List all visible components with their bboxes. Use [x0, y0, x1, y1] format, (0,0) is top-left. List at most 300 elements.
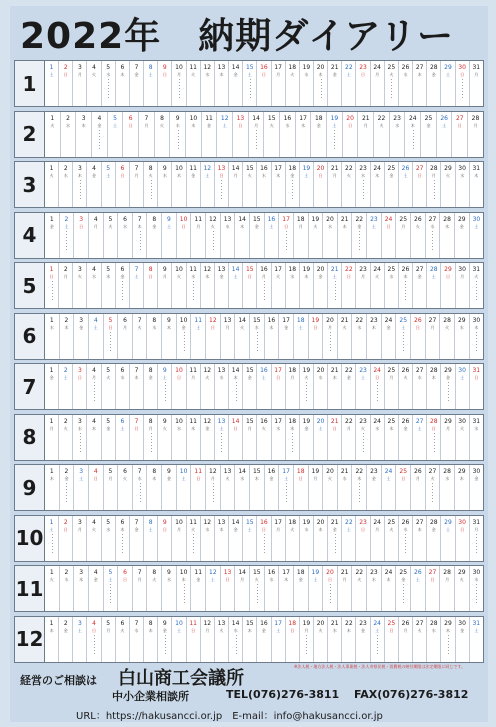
day-number: 8 [148, 518, 153, 526]
weekday-label: 日 [63, 526, 68, 532]
deadline-note-mark [330, 584, 331, 604]
weekday-label: 土 [261, 375, 266, 380]
day-number: 22 [355, 569, 364, 576]
day-number: 2 [64, 569, 69, 576]
footer-url[interactable]: URL：https://hakusancci.or.jp E-mail：info@hakusancci.or.jp [76, 711, 383, 722]
day-number: 30 [472, 569, 481, 576]
weekday-label: 月 [276, 72, 281, 77]
day-cell [144, 162, 158, 207]
day-cell [130, 162, 144, 207]
weekday-label: 水 [357, 324, 362, 330]
day-cell [73, 61, 87, 106]
deadline-note-mark [80, 180, 81, 200]
day-cell [118, 314, 133, 359]
day-cell [342, 617, 356, 662]
day-number: 13 [217, 417, 226, 425]
weekday-label: 木 [445, 223, 450, 229]
day-cell [201, 364, 215, 409]
day-number: 26 [401, 417, 410, 425]
day-cell [437, 112, 453, 157]
day-cell [309, 566, 324, 611]
deadline-note-mark [434, 180, 435, 200]
footer-tel: TEL(076)276-3811 [226, 688, 340, 701]
weekday-label: 土 [219, 425, 224, 431]
weekday-label: 火 [148, 173, 153, 178]
day-cell [470, 516, 483, 561]
day-number: 28 [429, 367, 438, 374]
day-number: 11 [189, 518, 197, 526]
weekday-label: 木 [284, 577, 289, 582]
deadline-note-mark [256, 130, 257, 150]
day-cell [356, 61, 370, 106]
day-number: 3 [77, 64, 82, 71]
weekday-label: 金 [269, 476, 274, 481]
deadline-note-mark [221, 433, 222, 453]
day-cell [102, 364, 116, 409]
deadline-note-mark [391, 79, 392, 99]
day-number: 16 [260, 266, 268, 273]
day-cell [191, 566, 206, 611]
day-cell [229, 263, 243, 308]
day-cell [272, 162, 286, 207]
day-cell [342, 415, 356, 460]
day-cell [116, 61, 130, 106]
weekday-label: 日 [313, 324, 318, 330]
weekday-label: 金 [298, 577, 303, 582]
day-cell [470, 617, 483, 662]
day-cell [60, 314, 75, 359]
day-cell [162, 465, 177, 510]
day-cell [133, 465, 148, 510]
weekday-label: 火 [49, 173, 54, 178]
day-cell [456, 516, 470, 561]
weekday-label: 金 [304, 425, 309, 431]
day-number: 18 [288, 367, 297, 374]
weekday-label: 日 [460, 526, 465, 532]
weekday-label: 土 [346, 526, 351, 532]
weekday-label: 火 [445, 324, 450, 330]
day-cell [440, 213, 455, 258]
day-cell [201, 263, 215, 308]
weekday-label: 水 [290, 274, 295, 279]
weekday-label: 金 [191, 173, 196, 178]
day-cell [215, 61, 229, 106]
day-number: 28 [429, 417, 438, 425]
day-cell [382, 213, 397, 258]
deadline-note-mark [413, 130, 414, 150]
weekday-label: 火 [415, 223, 420, 229]
day-cell [356, 617, 370, 662]
day-number: 23 [370, 468, 378, 475]
day-number: 28 [429, 619, 438, 627]
day-number: 13 [217, 367, 226, 374]
weekday-label: 日 [389, 627, 394, 633]
weekday-label: 火 [276, 274, 281, 279]
day-number: 21 [330, 619, 339, 627]
weekday-label: 日 [63, 72, 68, 77]
day-cells [45, 364, 483, 409]
day-cell [116, 263, 130, 308]
day-cell [257, 61, 271, 106]
weekday-label: 月 [63, 274, 68, 279]
day-cell [206, 465, 221, 510]
weekday-label: 火 [389, 526, 394, 532]
weekday-label: 日 [49, 274, 54, 279]
day-number: 5 [106, 367, 111, 374]
weekday-label: 月 [327, 324, 332, 330]
day-cell [235, 465, 250, 510]
day-cell [367, 566, 382, 611]
day-cell [456, 415, 470, 460]
day-cell [399, 617, 413, 662]
day-cell [342, 516, 356, 561]
day-number: 18 [288, 165, 297, 172]
day-cell [279, 314, 294, 359]
day-number: 21 [330, 64, 339, 71]
weekday-label: 金 [261, 627, 266, 633]
day-number: 21 [340, 468, 349, 475]
weekday-label: 金 [97, 122, 102, 128]
day-cell [440, 314, 455, 359]
day-number: 10 [175, 417, 183, 425]
weekday-label: 金 [152, 223, 157, 229]
day-cell [440, 465, 455, 510]
day-number: 6 [120, 619, 125, 627]
day-cell [102, 61, 116, 106]
weekday-label: 土 [284, 476, 289, 481]
day-cell [327, 112, 343, 157]
day-number: 27 [428, 316, 437, 324]
day-cells [45, 61, 483, 106]
day-number: 20 [326, 468, 334, 475]
day-number: 19 [302, 367, 311, 374]
weekday-label: 日 [123, 577, 128, 582]
day-cell [172, 61, 186, 106]
weekday-label: 火 [123, 476, 128, 481]
day-number: 18 [288, 619, 297, 627]
day-cell [45, 162, 59, 207]
day-cell [371, 617, 385, 662]
weekday-label: 日 [361, 72, 366, 77]
day-cell [413, 364, 427, 409]
day-number: 31 [472, 417, 481, 425]
deadline-note-mark [335, 281, 336, 301]
weekday-label: 月 [108, 476, 113, 481]
day-cell [343, 112, 359, 157]
day-cell [201, 162, 215, 207]
day-number: 1 [49, 64, 54, 71]
day-cell [309, 465, 324, 510]
weekday-label: 月 [298, 223, 303, 229]
day-number: 20 [316, 619, 325, 627]
day-number: 15 [245, 518, 254, 526]
day-cell [385, 516, 399, 561]
weekday-label: 火 [191, 526, 196, 532]
day-cell [399, 263, 413, 308]
weekday-label: 金 [64, 476, 69, 481]
day-cell [426, 314, 441, 359]
weekday-label: 木 [134, 375, 139, 380]
weekday-label: 水 [123, 223, 128, 229]
day-cell [45, 465, 60, 510]
day-cell [371, 61, 385, 106]
weekday-label: 日 [79, 223, 84, 229]
weekday-label: 水 [318, 375, 323, 380]
day-number: 23 [359, 266, 367, 273]
day-cell [202, 112, 218, 157]
day-cell [74, 314, 89, 359]
weekday-label: 水 [304, 526, 309, 532]
weekday-label: 月 [361, 274, 366, 279]
weekday-label: 月 [134, 173, 139, 178]
weekday-label: 金 [290, 173, 295, 178]
weekday-label: 金 [318, 274, 323, 279]
weekday-label: 日 [284, 223, 289, 229]
day-number: 24 [373, 619, 381, 627]
day-cell [45, 314, 60, 359]
day-number: 17 [282, 468, 290, 475]
weekday-label: 金 [431, 526, 436, 532]
day-cell [367, 465, 382, 510]
day-number: 3 [79, 316, 84, 324]
day-number: 14 [231, 518, 240, 526]
day-cells [45, 617, 483, 662]
day-number: 14 [238, 569, 246, 576]
day-number: 4 [92, 417, 96, 425]
weekday-label: 土 [346, 72, 351, 77]
day-cell [73, 516, 87, 561]
day-number: 5 [106, 518, 111, 526]
weekday-label: 日 [196, 476, 201, 481]
day-number: 1 [49, 367, 54, 374]
day-number: 9 [162, 417, 167, 425]
deadline-note-mark [179, 79, 180, 99]
weekday-label: 日 [327, 577, 332, 582]
day-cell [286, 162, 300, 207]
weekday-label: 日 [332, 425, 337, 431]
day-cell [217, 112, 233, 157]
weekday-label: 木 [92, 425, 97, 431]
day-cell [74, 566, 89, 611]
weekday-label: 火 [205, 375, 210, 380]
weekday-label: 木 [254, 476, 259, 481]
weekday-label: 日 [474, 375, 479, 380]
day-number: 28 [471, 114, 480, 122]
day-cell [59, 61, 73, 106]
weekday-label: 水 [342, 476, 347, 481]
weekday-label: 金 [162, 627, 167, 633]
weekday-label: 日 [219, 173, 224, 178]
day-number: 11 [205, 114, 213, 122]
day-cell [130, 61, 144, 106]
weekday-label: 木 [205, 274, 210, 279]
day-cell [233, 112, 249, 157]
day-cell [385, 263, 399, 308]
weekday-label: 木 [120, 72, 125, 77]
day-cell [130, 617, 144, 662]
deadline-note-mark [110, 584, 111, 604]
day-number: 2 [63, 367, 68, 374]
weekday-label: 土 [415, 577, 420, 582]
day-number: 9 [175, 114, 180, 122]
day-number: 17 [274, 417, 282, 425]
day-cell [385, 617, 399, 662]
day-cell [286, 516, 300, 561]
day-number: 15 [245, 367, 254, 374]
weekday-label: 木 [181, 577, 186, 582]
weekday-label: 日 [108, 324, 113, 330]
day-cell [139, 112, 155, 157]
day-number: 29 [444, 165, 452, 172]
weekday-label: 月 [210, 476, 215, 481]
weekday-label: 土 [77, 627, 82, 633]
day-number: 9 [167, 215, 171, 223]
weekday-label: 日 [148, 274, 153, 279]
day-cell [411, 314, 426, 359]
day-number: 2 [63, 518, 68, 526]
day-cell [265, 314, 280, 359]
day-number: 7 [144, 114, 149, 122]
day-number: 31 [472, 165, 481, 172]
day-number: 5 [113, 114, 117, 122]
day-number: 1 [49, 619, 54, 627]
day-number: 25 [399, 316, 408, 324]
day-number: 27 [415, 417, 424, 425]
day-number: 18 [288, 417, 297, 425]
day-number: 26 [414, 316, 422, 324]
day-cell [456, 162, 470, 207]
day-number: 25 [387, 619, 396, 627]
weekday-label: 木 [79, 577, 84, 582]
weekday-label: 金 [233, 526, 238, 532]
day-cell [215, 263, 229, 308]
day-number: 27 [415, 64, 424, 71]
weekday-label: 日 [210, 324, 215, 330]
day-number: 17 [282, 316, 290, 324]
deadline-note-mark [292, 180, 293, 200]
day-number: 7 [137, 569, 142, 576]
day-cell [399, 61, 413, 106]
weekday-label: 水 [176, 425, 181, 431]
day-number: 29 [444, 518, 452, 526]
weekday-label: 水 [417, 375, 422, 380]
day-number: 23 [370, 215, 378, 223]
day-cell [102, 263, 116, 308]
weekday-label: 日 [134, 425, 139, 431]
weekday-label: 木 [77, 173, 82, 178]
day-cell [399, 415, 413, 460]
deadline-note-mark [448, 635, 449, 655]
weekday-label: 水 [430, 223, 435, 229]
day-cell [201, 516, 215, 561]
weekday-label: 水 [327, 223, 332, 229]
day-cell [59, 516, 73, 561]
month-label: 4 [15, 213, 45, 258]
weekday-label: 水 [64, 577, 69, 582]
day-cell [206, 213, 221, 258]
day-number: 19 [302, 417, 311, 425]
deadline-note-mark [94, 382, 95, 402]
day-cell [45, 112, 61, 157]
weekday-label: 火 [313, 223, 318, 229]
day-cell [147, 213, 162, 258]
weekday-label: 金 [403, 425, 408, 431]
weekday-label: 金 [284, 324, 289, 330]
day-number: 9 [162, 518, 167, 526]
day-cell [144, 61, 158, 106]
weekday-label: 月 [162, 274, 167, 279]
weekday-label: 金 [207, 122, 212, 128]
weekday-label: 日 [261, 526, 266, 532]
day-cell [426, 566, 441, 611]
day-cell [206, 314, 221, 359]
day-number: 5 [106, 417, 111, 425]
day-number: 27 [415, 518, 424, 526]
month-label: 5 [15, 263, 45, 308]
day-cell [229, 61, 243, 106]
weekday-label: 月 [431, 173, 436, 178]
weekday-label: 月 [247, 425, 252, 431]
day-number: 9 [162, 266, 167, 273]
day-cell [328, 263, 342, 308]
day-cell [338, 213, 353, 258]
day-number: 24 [384, 215, 393, 223]
day-cell [441, 364, 455, 409]
day-cell [221, 465, 236, 510]
day-number: 29 [457, 215, 466, 223]
day-cell [470, 364, 483, 409]
weekday-label: 火 [261, 425, 266, 431]
day-cell [170, 112, 186, 157]
day-cell [296, 112, 312, 157]
day-cell [385, 162, 399, 207]
month-label: 6 [15, 314, 45, 359]
day-number: 18 [296, 569, 305, 576]
day-cell [147, 465, 162, 510]
day-cell [76, 112, 92, 157]
day-cell [162, 566, 177, 611]
day-number: 3 [81, 114, 86, 122]
weekday-label: 火 [403, 375, 408, 380]
day-cell [172, 516, 186, 561]
day-number: 21 [340, 215, 349, 223]
weekday-label: 木 [120, 526, 125, 532]
day-number: 3 [77, 417, 82, 425]
day-cell [61, 112, 77, 157]
weekday-label: 火 [225, 476, 230, 481]
weekday-label: 水 [77, 425, 82, 431]
weekday-label: 木 [137, 223, 142, 229]
day-number: 27 [415, 165, 424, 172]
day-number: 3 [79, 215, 84, 223]
weekday-label: 月 [144, 122, 149, 128]
day-cell [427, 617, 441, 662]
day-cell [314, 617, 328, 662]
day-cell [356, 364, 370, 409]
day-number: 13 [236, 114, 245, 122]
day-number: 25 [387, 266, 396, 273]
deadline-note-mark [140, 483, 141, 503]
day-cells [45, 162, 483, 207]
day-cell [201, 61, 215, 106]
weekday-label: 日 [276, 375, 281, 380]
day-number: 9 [167, 316, 171, 324]
footer-organization: 白山商工会議所 [118, 668, 244, 689]
weekday-label: 金 [417, 274, 422, 279]
day-cell [87, 162, 101, 207]
weekday-label: 水 [371, 577, 376, 582]
day-number: 5 [108, 468, 113, 475]
